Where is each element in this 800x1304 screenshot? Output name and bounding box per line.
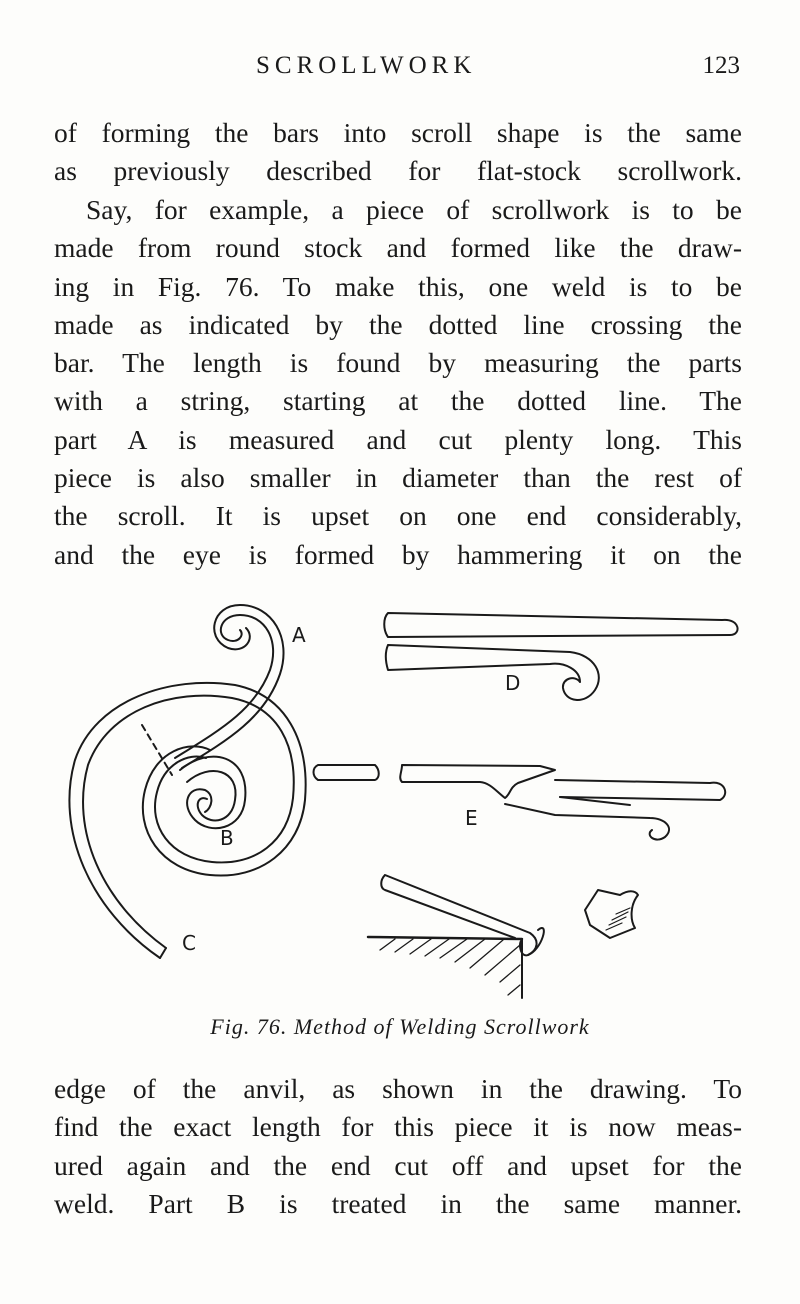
page-number: 123 xyxy=(702,52,740,79)
text-line: the scroll. It is upset on one end considerably, xyxy=(54,500,742,532)
anvil-drawing xyxy=(368,875,638,998)
figure-caption: Fig. 76. Method of Welding Scrollwork xyxy=(210,1014,590,1039)
text-line: and the eye is formed by hammering it on the xyxy=(54,538,742,570)
text-line: of forming the bars into scroll shape is the same xyxy=(54,117,742,148)
figure-76 xyxy=(50,590,760,1010)
text-line: bar. The length is found by measuring the parts xyxy=(54,347,742,379)
text-line: weld. Part B is treated in the same manner. xyxy=(54,1187,742,1219)
paragraph-2 xyxy=(54,191,742,574)
bar-d-drawing xyxy=(384,613,737,700)
text-line: with a string, starting at the dotted line. The xyxy=(54,385,742,417)
text-line: edge of the anvil, as shown in the drawing. To xyxy=(54,1073,742,1104)
label-c: C xyxy=(182,931,196,955)
label-a: A xyxy=(292,623,306,647)
text-line: made as indicated by the dotted line crossing the xyxy=(54,308,742,340)
text-line: part A is measured and cut plenty long. This xyxy=(54,423,742,455)
label-e: E xyxy=(465,806,478,830)
text-line: made from round stock and formed like the draw- xyxy=(54,232,742,264)
scroll-drawing xyxy=(69,605,305,958)
label-b: B xyxy=(220,826,234,850)
running-head: SCROLLWORK xyxy=(256,52,477,79)
label-d: D xyxy=(505,671,521,695)
paragraph-1 xyxy=(54,114,742,191)
text-line: as previously described for flat-stock scrollwork. xyxy=(54,155,742,187)
text-line: piece is also smaller in diameter than the rest of xyxy=(54,462,742,494)
text-line: find the exact length for this piece it is now meas- xyxy=(54,1111,742,1143)
page-header xyxy=(0,52,800,86)
text-line: ured again and the end cut off and upset for the xyxy=(54,1149,742,1181)
text-line: Say, for example, a piece of scrollwork is to be xyxy=(86,194,742,225)
text-line: ing in Fig. 76. To make this, one weld is to be xyxy=(54,270,742,302)
bar-e-drawing xyxy=(314,765,726,840)
paragraph-3 xyxy=(54,1070,742,1223)
